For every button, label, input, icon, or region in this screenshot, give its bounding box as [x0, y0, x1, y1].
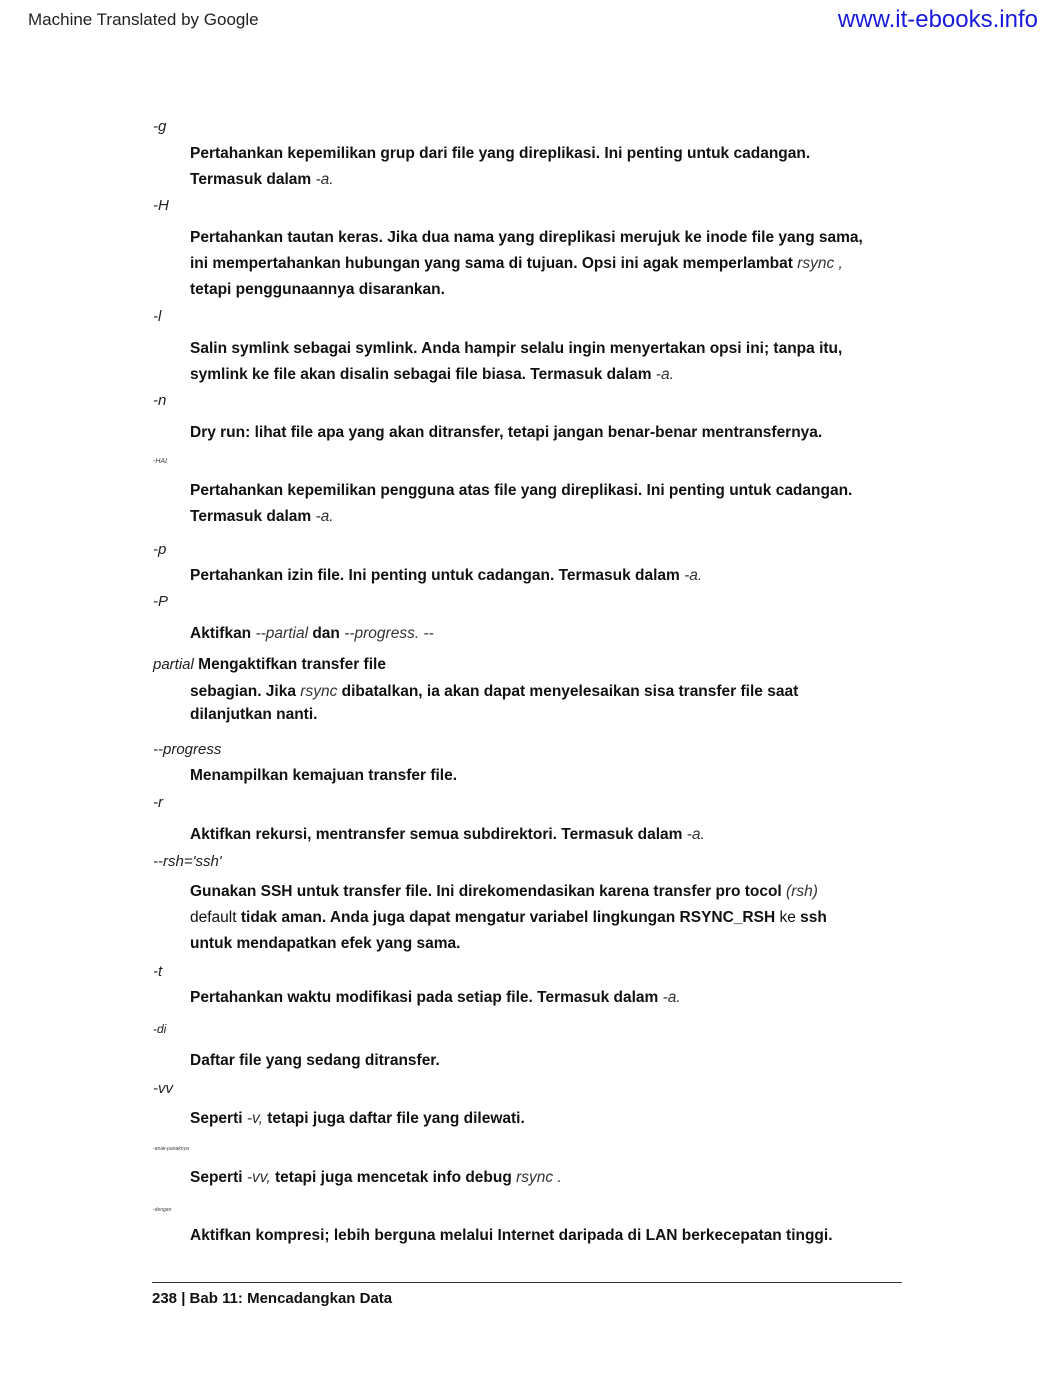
- option-r: -r: [153, 794, 163, 811]
- desc-line: Seperti -v, tetapi juga daftar file yang dilewati.: [190, 1110, 525, 1127]
- option-p: -p: [153, 541, 167, 558]
- machine-translated-note: Machine Translated by Google: [28, 10, 259, 29]
- desc-line: Pertahankan izin file. Ini penting untuk cadangan. Termasuk dalam -a.: [190, 567, 703, 584]
- page-footer: 238 | Bab 11: Mencadangkan Data: [152, 1290, 393, 1307]
- option-di: -di: [153, 1022, 167, 1036]
- desc-line: Aktifkan --partial dan --progress. --: [190, 625, 434, 642]
- desc-line: Daftar file yang sedang ditransfer.: [190, 1052, 440, 1069]
- site-link[interactable]: www.it-ebooks.info: [837, 6, 1038, 33]
- desc-line: Termasuk dalam -a.: [190, 508, 334, 525]
- desc-line: dilanjutkan nanti.: [190, 706, 318, 723]
- desc-line: ini mempertahankan hubungan yang sama di tujuan. Opsi ini agak memperlambat rsync ,: [190, 255, 843, 272]
- desc-line: Aktifkan kompresi; lebih berguna melalui Internet daripada di LAN berkecepatan tinggi.: [190, 1227, 833, 1244]
- desc-line: Gunakan SSH untuk transfer file. Ini direkomendasikan karena transfer pro tocol (rsh): [190, 883, 818, 900]
- desc-line: Pertahankan tautan keras. Jika dua nama yang direplikasi merujuk ke inode file yang sama,: [190, 229, 863, 246]
- option-g: -g: [153, 118, 167, 135]
- desc-line: Termasuk dalam -a.: [190, 171, 334, 188]
- option-vv: -vv: [153, 1080, 173, 1097]
- option-H: -H: [153, 197, 169, 214]
- desc-line: Seperti -vv, tetapi juga mencetak info debug rsync .: [190, 1169, 562, 1186]
- footer-rule: [152, 1282, 902, 1283]
- desc-line: sebagian. Jika rsync dibatalkan, ia akan dapat menyelesaikan sisa transfer file saat: [190, 683, 799, 700]
- option-P: -P: [153, 593, 168, 610]
- option-partial-line: partial Mengaktifkan transfer file: [153, 656, 386, 673]
- desc-line: tetapi penggunaannya disarankan.: [190, 281, 445, 298]
- option-vvv: -anak-panaknya: [153, 1146, 189, 1152]
- option-progress: --progress: [153, 741, 222, 758]
- desc-line: symlink ke file akan disalin sebagai file biasa. Termasuk dalam -a.: [190, 366, 674, 383]
- option-l: -l: [153, 308, 162, 325]
- desc-line: Dry run: lihat file apa yang akan ditransfer, tetapi jangan benar-benar mentransfernya.: [190, 424, 823, 441]
- option-n: -n: [153, 392, 167, 409]
- desc-line: Menampilkan kemajuan transfer file.: [190, 767, 458, 784]
- desc-line: Salin symlink sebagai symlink. Anda hampir selalu ingin menyertakan opsi ini; tanpa itu,: [190, 340, 843, 357]
- desc-line: Pertahankan kepemilikan grup dari file yang direplikasi. Ini penting untuk cadangan.: [190, 145, 811, 162]
- desc-line: untuk mendapatkan efek yang sama.: [190, 935, 461, 952]
- option-z: -dengan: [153, 1207, 172, 1213]
- option-o: -HAI: [153, 458, 167, 465]
- desc-line: Pertahankan waktu modifikasi pada setiap file. Termasuk dalam -a.: [190, 989, 681, 1006]
- option-t: -t: [153, 963, 163, 980]
- desc-line: default tidak aman. Anda juga dapat mengatur variabel lingkungan RSYNC_RSH ke ssh: [190, 909, 827, 926]
- option-rsh: --rsh='ssh': [153, 853, 222, 870]
- desc-line: Aktifkan rekursi, mentransfer semua subdirektori. Termasuk dalam -a.: [190, 826, 705, 843]
- desc-line: Pertahankan kepemilikan pengguna atas file yang direplikasi. Ini penting untuk cadangan.: [190, 482, 853, 499]
